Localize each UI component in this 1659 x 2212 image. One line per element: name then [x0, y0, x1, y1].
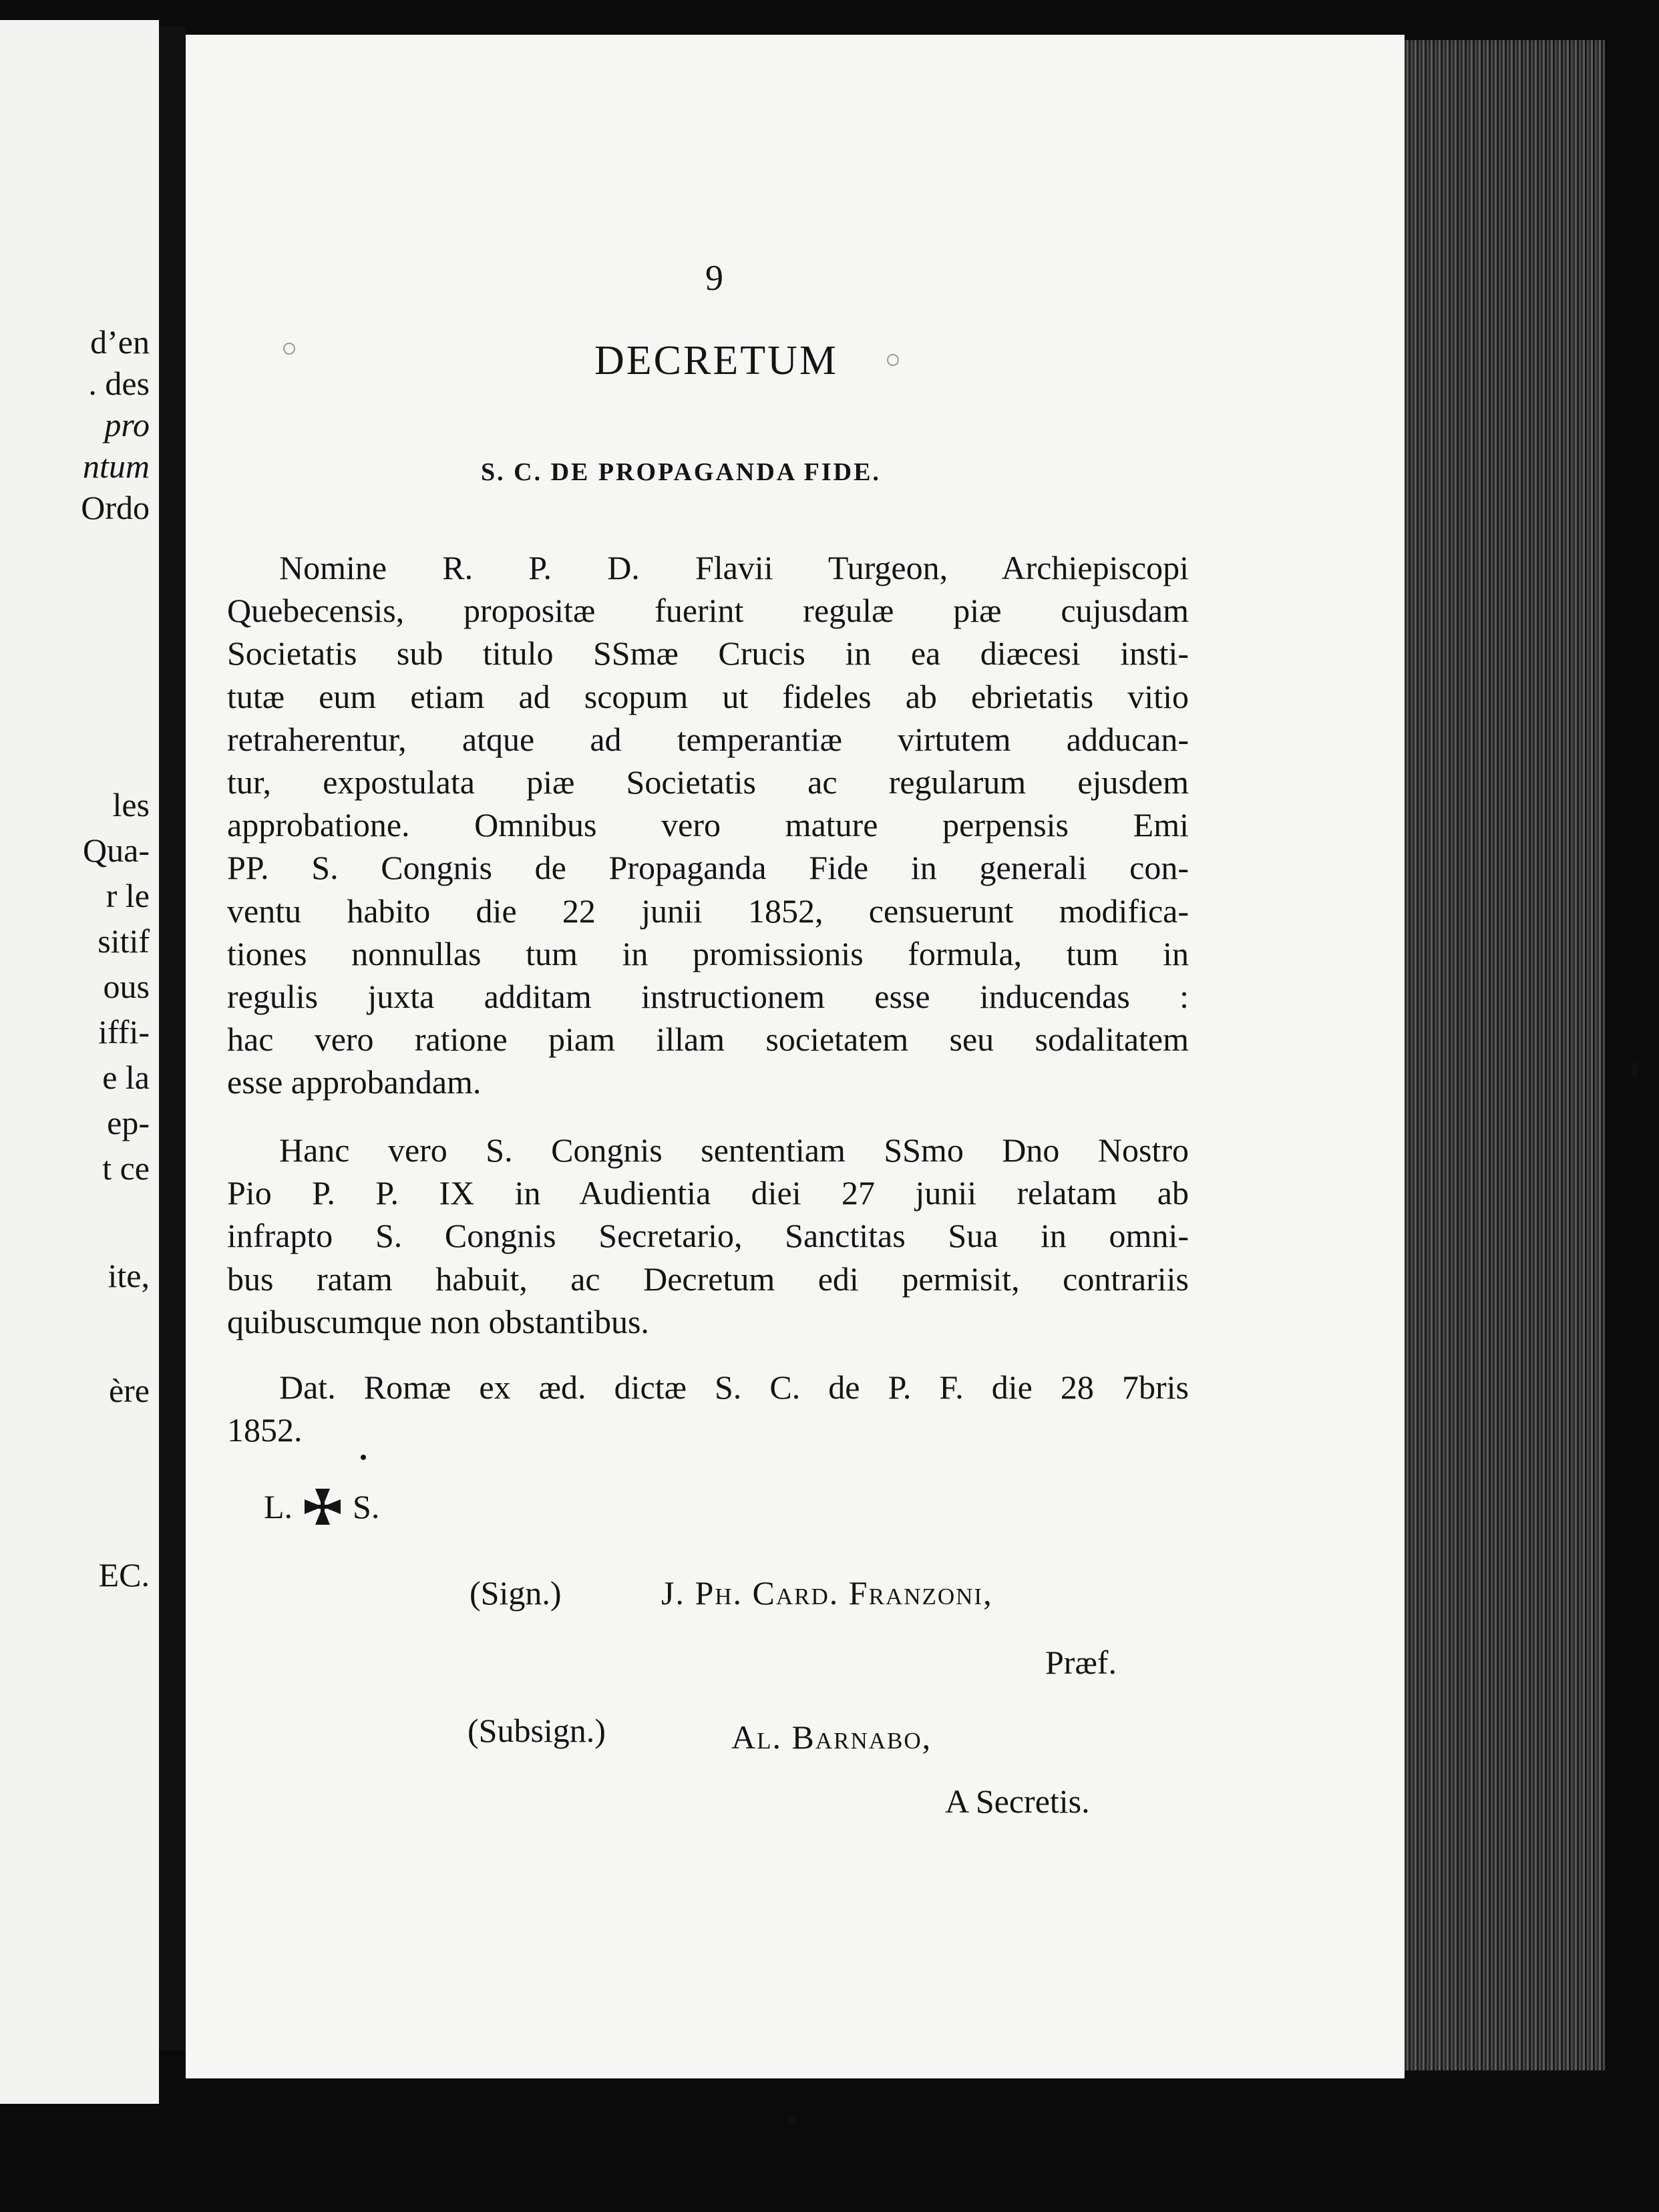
text-line: PP. S. Congnis de Propaganda Fide in generali con- — [227, 849, 1189, 887]
text-line: Dat. Romæ ex æd. dictæ S. C. de P. F. die 28 7bris — [279, 1368, 1189, 1406]
left-page-fragment: e la — [102, 1059, 150, 1096]
text-line: Pio P. P. IX in Audientia diei 27 junii relatam ab — [227, 1174, 1189, 1212]
left-page-fragment: ite, — [108, 1257, 150, 1294]
page-edges — [1405, 40, 1605, 2070]
left-page-fragment: d’en — [90, 323, 150, 361]
signature-1-prefix: (Sign.) — [470, 1574, 562, 1612]
book-gutter — [159, 27, 186, 2050]
page-subtitle: S. C. DE PROPAGANDA FIDE. — [481, 458, 881, 486]
left-page-fragment: Ordo — [81, 489, 150, 526]
left-page-fragment: pro — [104, 406, 150, 443]
text-line: Quebecensis, propositæ fuerint regulæ piæ cujusdam — [227, 592, 1189, 630]
signature-1-title: Præf. — [1045, 1644, 1117, 1681]
scan-speck — [361, 1455, 366, 1460]
text-line: retraherentur, atque ad temperantiæ virtutem adducan- — [227, 720, 1189, 758]
left-page-fragment: Qua- — [83, 832, 150, 869]
decree-paragraph-2 — [227, 1129, 1189, 1343]
left-page-fragment: . des — [88, 365, 150, 402]
text-line: Societatis sub titulo SSmæ Crucis in ea diæcesi insti- — [227, 634, 1189, 673]
left-page-fragment: ntum — [83, 447, 150, 485]
decree-paragraph-1 — [227, 546, 1189, 1104]
left-page-fragment: les — [112, 786, 150, 823]
scan-speck — [283, 343, 295, 355]
text-line: bus ratam habuit, ac Decretum edi permisit, contrariis — [227, 1260, 1189, 1298]
text-line: tiones nonnullas tum in promissionis formula, tum in — [227, 934, 1189, 972]
page-title: DECRETUM — [594, 338, 838, 383]
text-line: Hanc vero S. Congnis sententiam SSmo Dno Nostro — [279, 1131, 1189, 1169]
scan-speck — [788, 2117, 796, 2124]
signature-2-name: Al. Barnabo, — [731, 1718, 932, 1756]
left-page-fragment: sitif — [98, 922, 150, 960]
signature-2-title: A Secretis. — [945, 1783, 1090, 1820]
signature-2-prefix: (Subsign.) — [468, 1712, 606, 1749]
text-line: ventu habito die 22 junii 1852, censuerunt modifica- — [227, 892, 1189, 930]
left-page-fragment: ep- — [107, 1104, 150, 1141]
left-page-fragment: r le — [106, 877, 150, 914]
text-line: tur, expostulata piæ Societatis ac regularum ejusdem — [227, 763, 1189, 801]
text-line: infrapto S. Congnis Secretario, Sanctitas Sua in omni- — [227, 1217, 1189, 1255]
previous-page — [0, 20, 159, 2104]
left-page-fragment: EC. — [98, 1556, 150, 1594]
locus-sigilli — [264, 1486, 379, 1527]
left-page-fragment: ous — [103, 968, 150, 1005]
scan-speck — [1632, 1062, 1638, 1077]
seal-letter-right: S. — [353, 1488, 380, 1525]
text-line: regulis juxta additam instructionem esse inducendas : — [227, 978, 1189, 1016]
page-number: 9 — [705, 258, 723, 298]
cross-pattee-icon — [302, 1486, 343, 1527]
text-line: approbatione. Omnibus vero mature perpensis Emi — [227, 806, 1189, 844]
left-page-fragment: ère — [108, 1372, 150, 1409]
decree-date-paragraph — [227, 1366, 1189, 1451]
left-page-fragment: iffi- — [98, 1013, 150, 1051]
text-line: quibuscumque non obstantibus. — [227, 1302, 649, 1340]
seal-letter-left: L. — [264, 1488, 293, 1525]
text-line: Nomine R. P. D. Flavii Turgeon, Archiepiscopi — [279, 549, 1189, 586]
scan-speck — [887, 354, 899, 366]
left-page-fragment: t ce — [102, 1149, 150, 1187]
text-line: hac vero ratione piam illam societatem seu sodalitatem — [227, 1021, 1189, 1059]
text-line: 1852. — [227, 1411, 303, 1449]
text-line: esse approbandam. — [227, 1063, 482, 1101]
signature-1-name: J. Ph. Card. Franzoni, — [661, 1574, 993, 1612]
text-line: tutæ eum etiam ad scopum ut fideles ab ebrietatis vitio — [227, 677, 1189, 715]
